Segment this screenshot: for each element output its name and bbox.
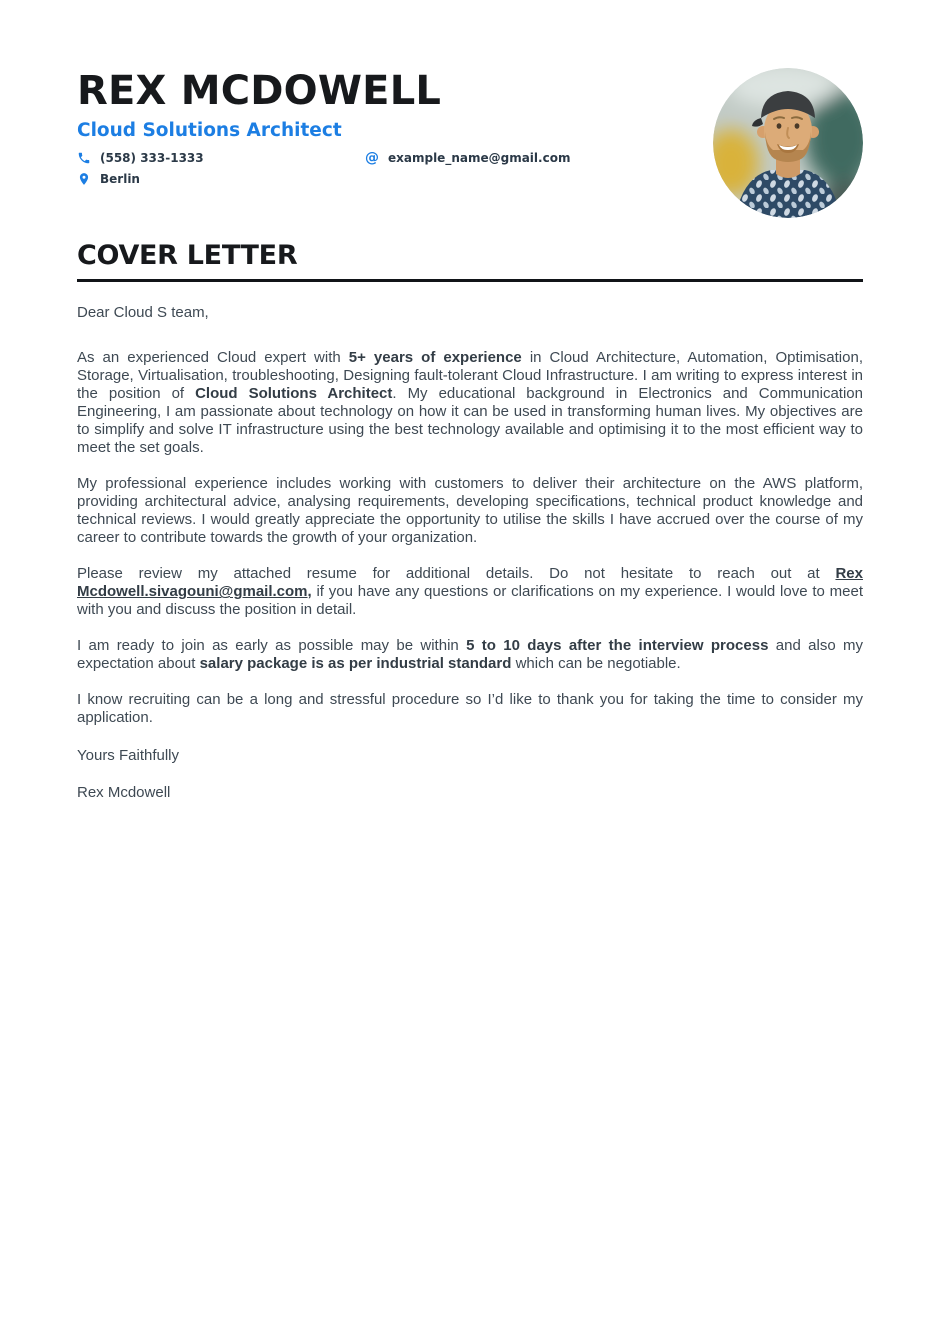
at-icon: @ (365, 150, 379, 166)
text-segment: salary package is as per industrial standard (199, 655, 512, 673)
phone-number: (558) 333-1333 (100, 151, 204, 165)
text-segment: and also my expectation about (77, 637, 864, 673)
header (0, 0, 940, 187)
text-segment: . My educational background in Electronics and Communication Engineering, I am passionate about technology on how it can be used in transforming human lives. My objectives are to simplify and solve IT infrastructure using the best technology available and optimising it to the most efficient way to meet the set goals. (77, 385, 863, 457)
profile-photo (713, 68, 863, 218)
text-segment: in Cloud Architecture, Automation, Optimisation, Storage, Virtualisation, troubleshooting, Designing fault-tolerant Cloud Infrastructure. I am writing to express interest in the position of (77, 349, 863, 403)
contact-location (77, 171, 365, 187)
location-pin-icon (77, 172, 91, 186)
contact-info (77, 150, 717, 187)
text-segment: As an experienced Cloud expert with (77, 349, 349, 367)
letter-paragraph (77, 637, 863, 673)
text-segment: if you have any questions or clarifications on my experience. I would love to meet with you and discuss the position in detail. (77, 583, 863, 619)
text-segment: which can be negotiable. (511, 655, 681, 673)
letter-section (0, 240, 940, 802)
contact-phone (77, 150, 365, 166)
letter-paragraph (77, 475, 863, 547)
text-segment: , (307, 583, 312, 601)
text-segment: I am ready to join as early as possible may be within (77, 637, 467, 655)
text-segment: Please review my attached resume for additional details. Do not hesitate to reach out at (77, 565, 836, 583)
contact-email (365, 150, 717, 166)
text-segment: 5 to 10 days after the interview process (466, 637, 769, 655)
section-title: COVER LETTER (77, 240, 863, 282)
text-segment: 5+ years of experience (348, 349, 522, 367)
letter-paragraphs (77, 349, 863, 727)
closing: Yours Faithfully (77, 747, 179, 765)
salutation: Dear Cloud S team, (77, 304, 209, 322)
letter-paragraph (77, 565, 863, 619)
text-segment: My professional experience includes working with customers to deliver their architecture on the AWS platform, providing architectural advice, analysing requirements, developing specifications, technical product knowledge and technical reviews. I would greatly appreciate the opportunity to utilise the skills I have accrued over the course of my career to contribute towards the growth of your organization. (77, 475, 863, 547)
phone-icon (77, 151, 91, 165)
person-name: REX MCDOWELL (77, 68, 442, 114)
text-segment: I know recruiting can be a long and stressful procedure so I’d like to thank you for taking the time to consider my application. (77, 691, 863, 727)
signature: Rex Mcdowell (77, 784, 171, 802)
text-segment: Cloud Solutions Architect (195, 385, 393, 403)
email-address: example_name@gmail.com (388, 151, 571, 165)
location-text: Berlin (100, 172, 140, 186)
letter-paragraph (77, 691, 863, 727)
email-link[interactable]: Rex Mcdowell.sivagouni@gmail.com (77, 565, 863, 601)
letter-paragraph (77, 349, 863, 457)
job-title: Cloud Solutions Architect (77, 120, 342, 141)
